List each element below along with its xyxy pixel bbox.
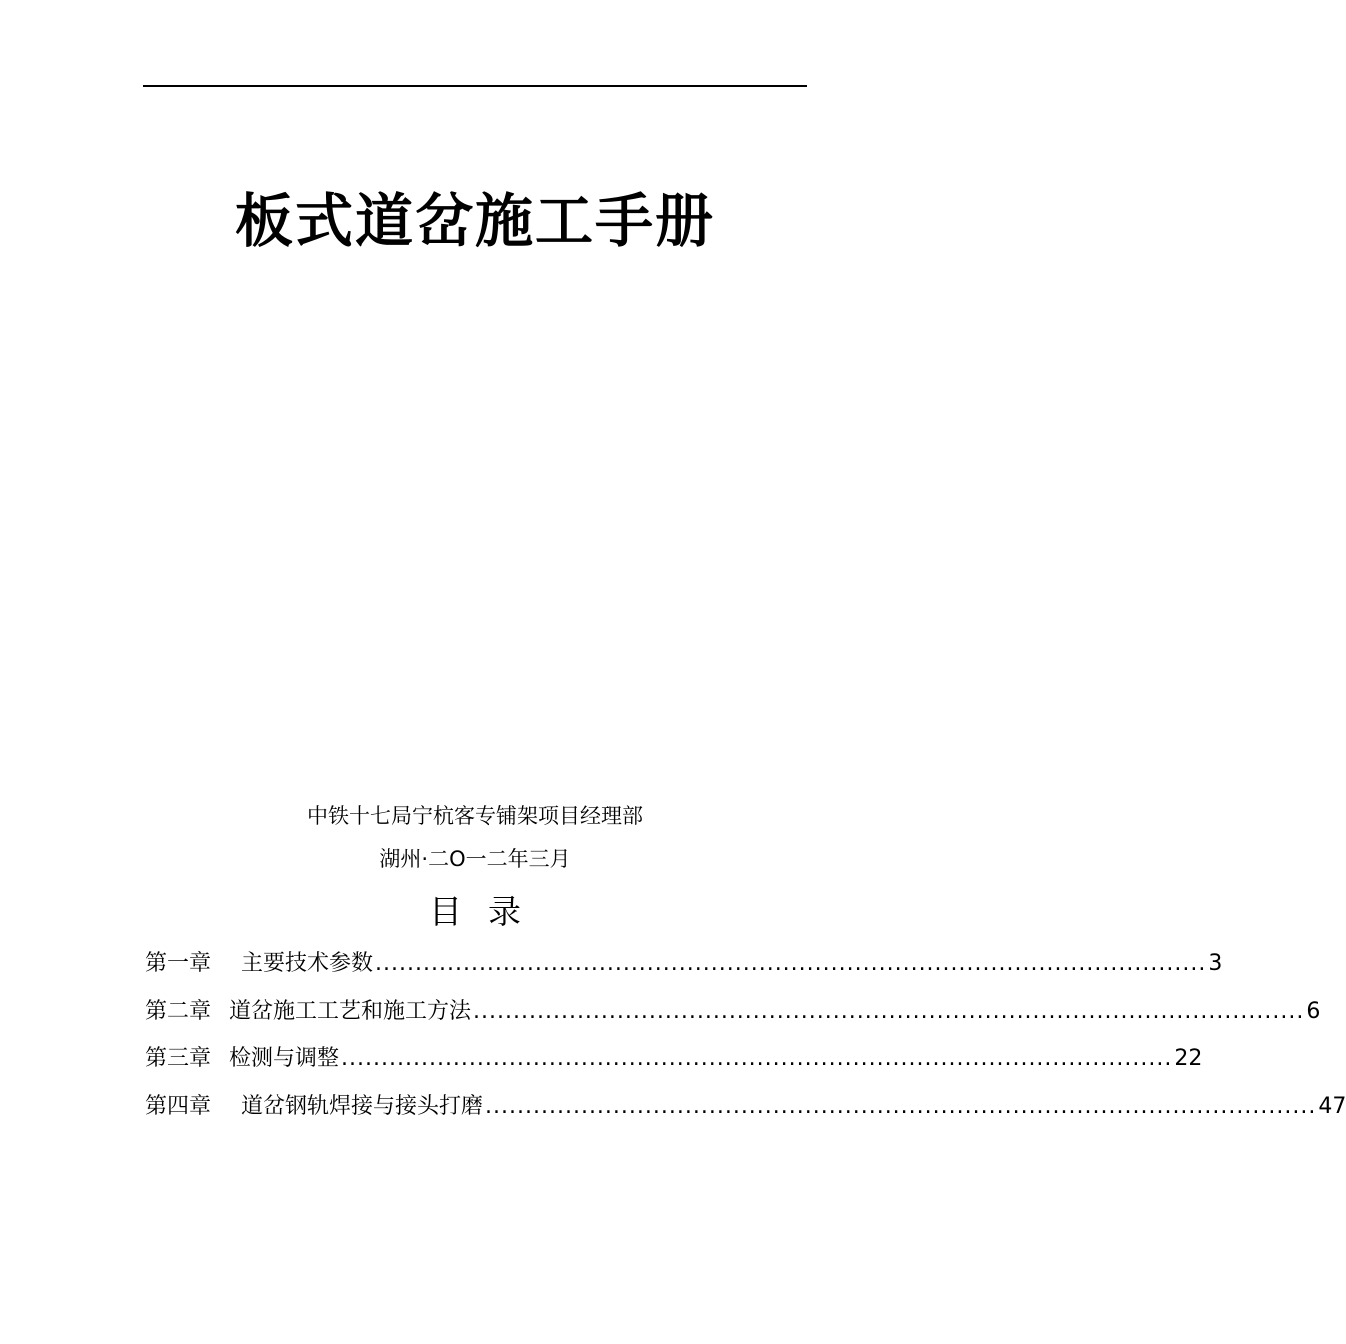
toc-title: 检测与调整 (229, 1046, 340, 1071)
toc-entry-2[interactable] (145, 992, 1321, 1040)
toc-page-number: 3 (1208, 951, 1223, 976)
toc-page-number: 22 (1174, 1046, 1203, 1071)
toc-leader: ........................................................................................................ (473, 998, 1305, 1024)
toc-chapter: 第一章 (145, 951, 212, 976)
toc-chapter: 第三章 (145, 1046, 212, 1071)
table-of-contents (145, 944, 1346, 1134)
header-rule (143, 85, 807, 87)
toc-title: 道岔钢轨焊接与接头打磨 (241, 1093, 484, 1119)
toc-page-number: 47 (1318, 1093, 1346, 1119)
toc-leader: ........................................................................................................ (341, 1046, 1173, 1071)
toc-entry-3[interactable] (145, 1039, 1203, 1087)
place-date: 湖州·二O一二年三月 (379, 847, 571, 871)
toc-heading-char-2: 录 (488, 892, 521, 931)
toc-page-number: 6 (1306, 998, 1321, 1024)
toc-leader: ........................................................................................................ (375, 951, 1207, 976)
toc-heading (0, 888, 950, 936)
toc-heading-char-1: 目 (429, 892, 462, 931)
toc-chapter: 第二章 (145, 998, 212, 1024)
document-title: 板式道岔施工手册 (234, 187, 715, 255)
toc-title: 道岔施工工艺和施工方法 (229, 998, 472, 1024)
toc-leader: ........................................................................................................ (485, 1093, 1317, 1119)
toc-chapter: 第四章 (145, 1093, 212, 1119)
organization-name: 中铁十七局宁杭客专铺架项目经理部 (307, 804, 643, 828)
toc-entry-4[interactable] (145, 1087, 1346, 1135)
toc-entry-1[interactable] (145, 944, 1223, 992)
toc-title: 主要技术参数 (241, 951, 374, 976)
